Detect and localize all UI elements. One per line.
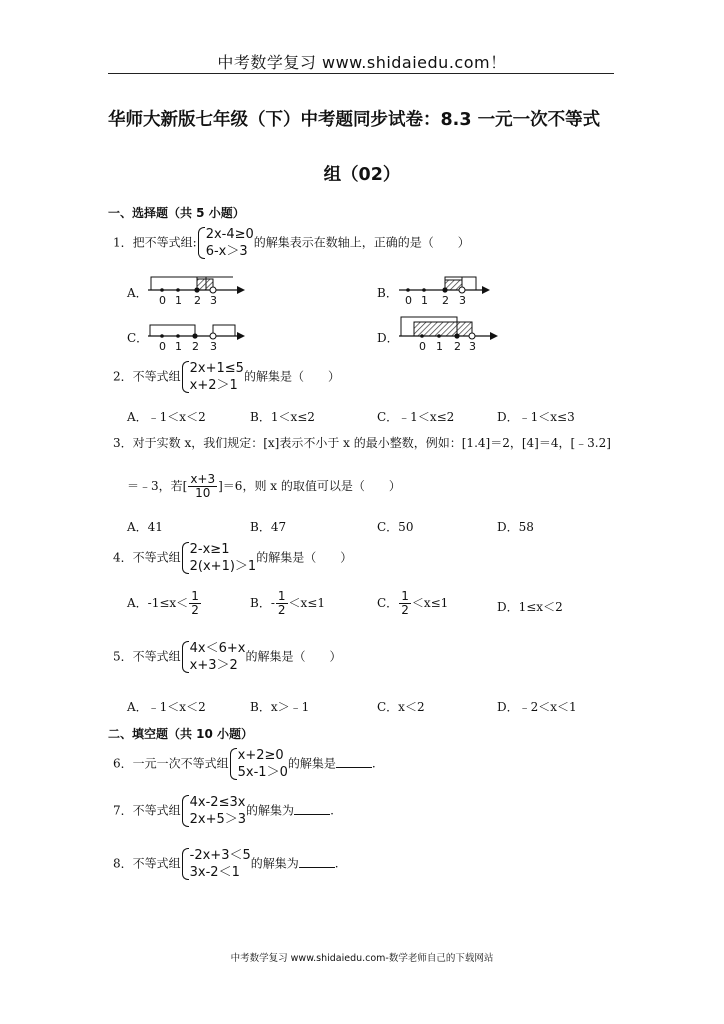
q5-option-c: C．x＜2	[377, 700, 425, 714]
tick-2: 2	[194, 294, 201, 306]
question-3-post: ]＝6，则 x 的取值可以是（ ）	[218, 479, 401, 493]
question-6	[113, 747, 376, 781]
fraction-numerator: 1	[401, 589, 409, 603]
q3-option-b: B．47	[250, 520, 287, 534]
question-5	[113, 640, 341, 674]
tick-2: 2	[442, 294, 449, 306]
fraction	[188, 473, 217, 500]
tick-0: 0	[405, 294, 412, 306]
q4-option-b-label: B．	[250, 596, 271, 610]
q4-option-c-label: C．	[377, 596, 399, 610]
q2-option-a: A．﹣1＜x＜2	[127, 410, 206, 424]
question-3-line1: 3．对于实数 x，我们规定：[x]表示不小于 x 的最小整数，例如：[1.4]＝2，[4]＝4，[﹣3.2]	[113, 436, 611, 450]
tick-3: 3	[469, 340, 476, 352]
question-1-system	[197, 226, 254, 260]
number-line-b	[396, 270, 496, 306]
question-7-system	[181, 794, 246, 828]
fraction-half	[189, 590, 201, 617]
inequality-2: x+2＞1	[189, 378, 238, 393]
page-title-line2: 组（02）	[323, 165, 401, 185]
tick-2: 2	[192, 340, 199, 352]
overlap-d	[414, 322, 472, 336]
period: .	[334, 856, 339, 871]
fraction-denominator: 2	[401, 603, 409, 617]
question-1	[113, 226, 470, 260]
question-2	[113, 360, 340, 394]
inequality-1: 4x＜6+x	[189, 641, 246, 656]
page-header: 中考数学复习 www.shidaiedu.com！	[217, 53, 507, 72]
tick-1: 1	[421, 294, 428, 306]
question-6-suffix: 的解集是	[287, 756, 336, 771]
q4-option-c-text: ＜x≤1	[411, 596, 449, 610]
q1-option-c-label: C．	[127, 331, 149, 345]
inequality-2: 2(x+1)＞1	[189, 559, 257, 574]
arrow-a	[237, 286, 245, 294]
fraction-numerator: x+3	[190, 472, 216, 486]
question-5-prefix: 5．不等式组	[113, 649, 181, 664]
question-7-prefix: 7．不等式组	[113, 803, 181, 818]
q3-option-a: A．41	[127, 520, 163, 534]
inequality-1: 2-x≥1	[189, 542, 230, 557]
q4-option-c	[377, 590, 448, 617]
question-4-suffix: 的解集是（ ）	[256, 550, 353, 565]
period: .	[371, 756, 376, 771]
answer-blank[interactable]	[299, 857, 335, 868]
inequality-1: 4x-2≤3x	[189, 795, 246, 810]
q1-option-d-label: D．	[377, 331, 399, 345]
tick-2: 2	[454, 340, 461, 352]
q3-option-c: C．50	[377, 520, 414, 534]
inequality-2: 3x-2＜1	[189, 865, 240, 880]
q2-option-b: B．1＜x≤2	[250, 410, 315, 424]
question-6-prefix: 6．一元一次不等式组	[113, 756, 229, 771]
q3-option-d: D．58	[497, 520, 534, 534]
q1-option-b-label: B．	[377, 286, 398, 300]
q4-option-a	[127, 590, 202, 617]
number-line-a	[145, 270, 250, 306]
q4-option-a-text: A．-1≤x＜	[127, 596, 189, 610]
q2-option-d: D．﹣1＜x≤3	[497, 410, 575, 424]
fraction-numerator: 1	[191, 589, 199, 603]
question-4-system	[181, 541, 257, 575]
question-1-prefix: 1．把不等式组:	[113, 235, 197, 250]
page-footer: 中考数学复习 www.shidaiedu.com-数学老师自己的下载网站	[230, 953, 494, 964]
inequality-2: 5x-1＞0	[237, 765, 288, 780]
number-line-d	[396, 312, 506, 352]
question-7-suffix: 的解集为	[246, 803, 295, 818]
fraction-half	[276, 590, 288, 617]
tick-1: 1	[436, 340, 443, 352]
question-7	[113, 794, 334, 828]
page-title: 华师大新版七年级（下）中考题同步试卷：8.3 一元一次不等式	[108, 110, 601, 130]
tick-3: 3	[459, 294, 466, 306]
question-4-prefix: 4．不等式组	[113, 550, 181, 565]
closed-point-a	[194, 287, 199, 292]
q2-option-c: C．﹣1＜x≤2	[377, 410, 455, 424]
question-6-system	[229, 747, 288, 781]
question-8-suffix: 的解集为	[250, 856, 299, 871]
q5-option-b: B．x＞﹣1	[250, 700, 310, 714]
number-line-c	[145, 316, 250, 352]
question-4	[113, 541, 352, 575]
header-rule	[108, 73, 614, 74]
question-2-prefix: 2．不等式组	[113, 369, 181, 384]
inequality-2: x+3＞2	[189, 658, 238, 673]
open-point-a	[210, 287, 216, 293]
tick-3: 3	[210, 340, 217, 352]
question-5-system	[181, 640, 246, 674]
inequality-1: 2x-4≥0	[205, 227, 254, 242]
inequality-1: 2x+1≤5	[189, 361, 244, 376]
question-3-pre: ＝﹣3，若[	[127, 479, 188, 493]
question-8-prefix: 8．不等式组	[113, 856, 181, 871]
question-8	[113, 847, 339, 881]
answer-blank[interactable]	[336, 757, 372, 768]
question-1-suffix: 的解集表示在数轴上，正确的是（ ）	[253, 235, 470, 250]
section-heading-fill: 二、填空题（共 10 小题）	[108, 727, 254, 741]
q1-option-a-label: A．	[127, 286, 148, 300]
fraction-denominator: 2	[277, 603, 286, 617]
question-2-system	[181, 360, 244, 394]
tick-3: 3	[210, 294, 217, 306]
q5-option-a: A．﹣1＜x＜2	[127, 700, 206, 714]
inequality-2: 2x+5＞3	[189, 812, 247, 827]
tick-1: 1	[175, 340, 182, 352]
question-3-line2	[127, 473, 401, 500]
fraction-numerator: 1	[277, 589, 286, 603]
question-5-suffix: 的解集是（ ）	[245, 649, 342, 664]
tick-0: 0	[159, 294, 166, 306]
minus-sign: -	[270, 596, 275, 610]
q4-option-b-text: ＜x≤1	[288, 596, 325, 610]
inequality-1: x+2≥0	[237, 748, 284, 763]
fraction-half	[399, 590, 411, 617]
q4-option-d: D．1≤x＜2	[497, 600, 563, 614]
fraction-denominator: 10	[195, 486, 211, 500]
q4-option-b	[250, 590, 325, 617]
inequality-1: -2x+3＜5	[189, 848, 251, 863]
tick-0: 0	[419, 340, 426, 352]
answer-blank[interactable]	[294, 804, 330, 815]
tick-0: 0	[159, 340, 166, 352]
q5-option-d: D．﹣2＜x＜1	[497, 700, 577, 714]
tick-1: 1	[175, 294, 182, 306]
question-2-suffix: 的解集是（ ）	[243, 369, 340, 384]
fraction-denominator: 2	[191, 603, 199, 617]
question-8-system	[181, 847, 251, 881]
period: .	[330, 803, 334, 818]
section-heading-choice: 一、选择题（共 5 小题）	[108, 206, 245, 220]
inequality-2: 6-x＞3	[205, 244, 248, 259]
